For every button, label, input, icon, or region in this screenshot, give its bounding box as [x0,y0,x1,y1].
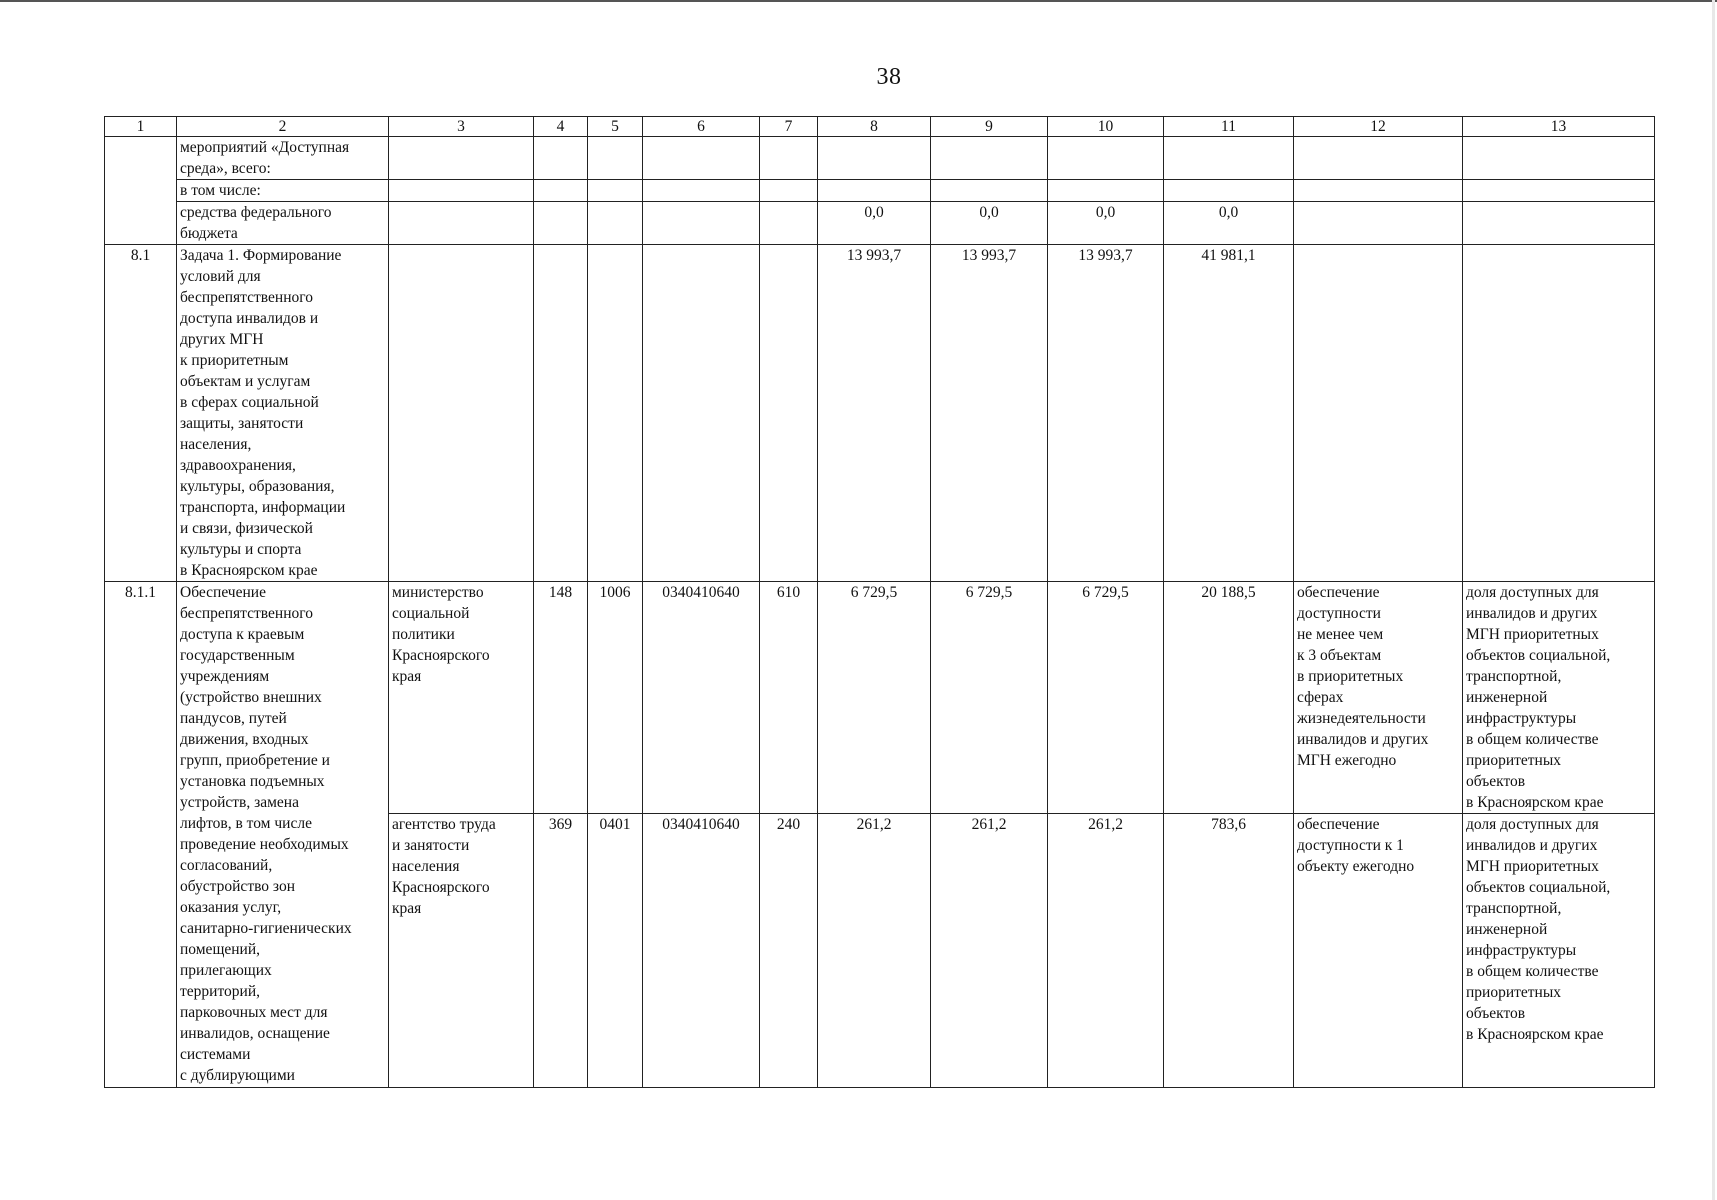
task-value: 41 981,1 [1164,245,1294,582]
code-cell: 0401 [588,814,643,1088]
indicator-cell: доля доступных для инвалидов и других МГН приоритетных объектов социальной, транспортной, инженерной инфраструктуры в общем количестве приоритетных объектов в Красноярском крае [1463,582,1655,814]
federal-value: 0,0 [818,202,931,245]
budget-table [104,116,1655,1088]
program-title-cell: мероприятий «Доступная среда», всего: [177,137,389,180]
column-number: 13 [1463,117,1655,137]
amount-cell: 261,2 [1048,814,1164,1088]
task-number: 8.1 [105,245,177,582]
amount-cell: 6 729,5 [931,582,1048,814]
code-cell: 610 [760,582,818,814]
amount-cell: 20 188,5 [1164,582,1294,814]
federal-budget-label: средства федерального бюджета [177,202,389,245]
code-cell: 148 [534,582,588,814]
task-description: Задача 1. Формирование условий для беспрепятственного доступа инвалидов и других МГН к приоритетным объектам и услугам в сферах социальной защиты, занятости населения, здравоохранения, культуры, образования, транспорта, информации и связи, физической культуры и спорта в Красноярском крае [177,245,389,582]
column-number: 9 [931,117,1048,137]
including-row [105,180,1655,202]
executor-cell: министерство социальной политики Красноярского края [389,582,534,814]
indicator-cell: доля доступных для инвалидов и других МГН приоритетных объектов социальной, транспортной, инженерной инфраструктуры в общем количестве приоритетных объектов в Красноярском крае [1463,814,1655,1088]
column-number: 4 [534,117,588,137]
column-number: 12 [1294,117,1463,137]
amount-cell: 261,2 [931,814,1048,1088]
item-number: 8.1.1 [105,582,177,1088]
item-description: Обеспечение беспрепятственного доступа к краевым государственным учреждениям (устройство внешних пандусов, путей движения, входных групп, приобретение и установка подъемных устройств, замена лифтов, в том числе проведение необходимых согласований, обустройство зон оказания услуг, санитарно-гигиенических помещений, прилегающих территорий, парковочных мест для инвалидов, оснащение системами с дублирующими [177,582,389,1088]
scan-top-edge [0,0,1717,2]
column-number: 3 [389,117,534,137]
column-number: 5 [588,117,643,137]
program-total-row [105,137,1655,180]
column-number: 7 [760,117,818,137]
scan-right-edge [1712,0,1715,1200]
column-number: 6 [643,117,760,137]
code-cell: 369 [534,814,588,1088]
executor-cell: агентство труда и занятости населения Красноярского края [389,814,534,1088]
task-value: 13 993,7 [818,245,931,582]
column-number-row [105,117,1655,137]
code-cell: 240 [760,814,818,1088]
federal-budget-row [105,202,1655,245]
code-cell: 1006 [588,582,643,814]
column-number: 8 [818,117,931,137]
row-number-empty [105,137,177,245]
amount-cell: 783,6 [1164,814,1294,1088]
page-number: 38 [876,64,902,90]
amount-cell: 6 729,5 [818,582,931,814]
expected-result-cell: обеспечение доступности к 1 объекту ежегодно [1294,814,1463,1088]
code-cell: 0340410640 [643,814,760,1088]
federal-value: 0,0 [931,202,1048,245]
task-value: 13 993,7 [931,245,1048,582]
task-row [105,245,1655,582]
amount-cell: 6 729,5 [1048,582,1164,814]
column-number: 1 [105,117,177,137]
federal-value: 0,0 [1048,202,1164,245]
task-value: 13 993,7 [1048,245,1164,582]
amount-cell: 261,2 [818,814,931,1088]
column-number: 2 [177,117,389,137]
including-label: в том числе: [177,180,389,202]
federal-value: 0,0 [1164,202,1294,245]
code-cell: 0340410640 [643,582,760,814]
column-number: 11 [1164,117,1294,137]
expected-result-cell: обеспечение доступности не менее чем к 3 объектам в приоритетных сферах жизнедеятельности инвалидов и других МГН ежегодно [1294,582,1463,814]
column-number: 10 [1048,117,1164,137]
item-row-ministry [105,582,1655,814]
